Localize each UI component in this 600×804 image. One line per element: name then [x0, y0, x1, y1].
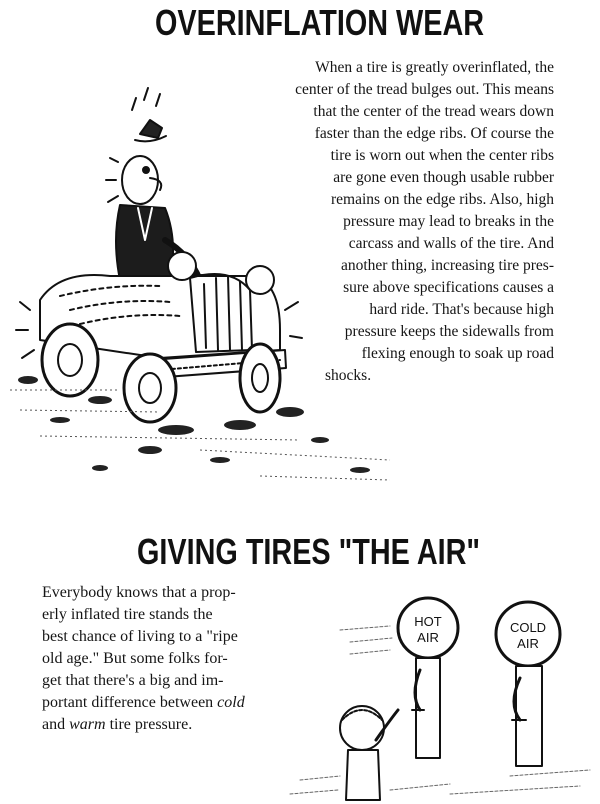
and-word: and: [42, 716, 70, 733]
italic-cold: cold: [217, 694, 245, 711]
paragraph-line: that the center of the tread wears down: [313, 103, 554, 120]
paragraph-line: erly inflated tire stands the: [42, 606, 213, 623]
paragraph-line: are gone even though usable rubber: [333, 169, 554, 186]
paragraph-line: remains on the edge ribs. Also, high: [331, 191, 554, 208]
paragraph-line: carcass and walls of the tire. And: [348, 235, 554, 252]
paragraph-line: old age." But some folks for-: [42, 650, 228, 667]
paragraph-line: get that there's a big and im-: [42, 672, 224, 689]
paragraph-line: best chance of living to a "ripe: [42, 628, 238, 645]
paragraph-line: another thing, increasing tire pres-: [340, 257, 554, 274]
paragraph-line: pressure keeps the sidewalls from: [344, 323, 554, 340]
paragraph-line: [42, 692, 245, 714]
paragraph-line: Everybody knows that a prop-: [42, 584, 236, 601]
air-pumps-illustration: [280, 580, 600, 804]
paragraph-line-tail: tire pressure.: [105, 716, 193, 733]
hot-sign-line2: AIR: [417, 630, 439, 645]
cold-sign-line2: AIR: [517, 636, 539, 651]
italic-warm: warm: [69, 716, 106, 733]
paragraph-line: [42, 714, 192, 736]
hot-sign-line1: HOT: [414, 614, 442, 629]
paragraph-line: shocks.: [325, 367, 372, 384]
paragraph-line: hard ride. That's because high: [369, 301, 554, 318]
paragraph-line: When a tire is greatly overinflated, the: [315, 59, 554, 76]
paragraph-line: flexing enough to soak up road: [361, 345, 554, 362]
cold-sign-line1: COLD: [509, 620, 547, 635]
paragraph-line: center of the tread bulges out. This means: [295, 81, 554, 98]
section-title-overinflation: OVERINFLATION WEAR: [155, 2, 485, 43]
paragraph-line: sure above specifications causes a: [343, 279, 554, 296]
paragraph-line: tire is worn out when the center ribs: [330, 147, 554, 164]
overinflated-car-illustration: [0, 40, 400, 490]
paragraph-line-text: portant difference between: [42, 694, 218, 711]
section-title-giving-tires-the-air: GIVING TIRES "THE AIR": [137, 531, 481, 572]
paragraph-line: pressure may lead to breaks in the: [343, 213, 554, 230]
paragraph-line: faster than the edge ribs. Of course the: [314, 125, 554, 142]
